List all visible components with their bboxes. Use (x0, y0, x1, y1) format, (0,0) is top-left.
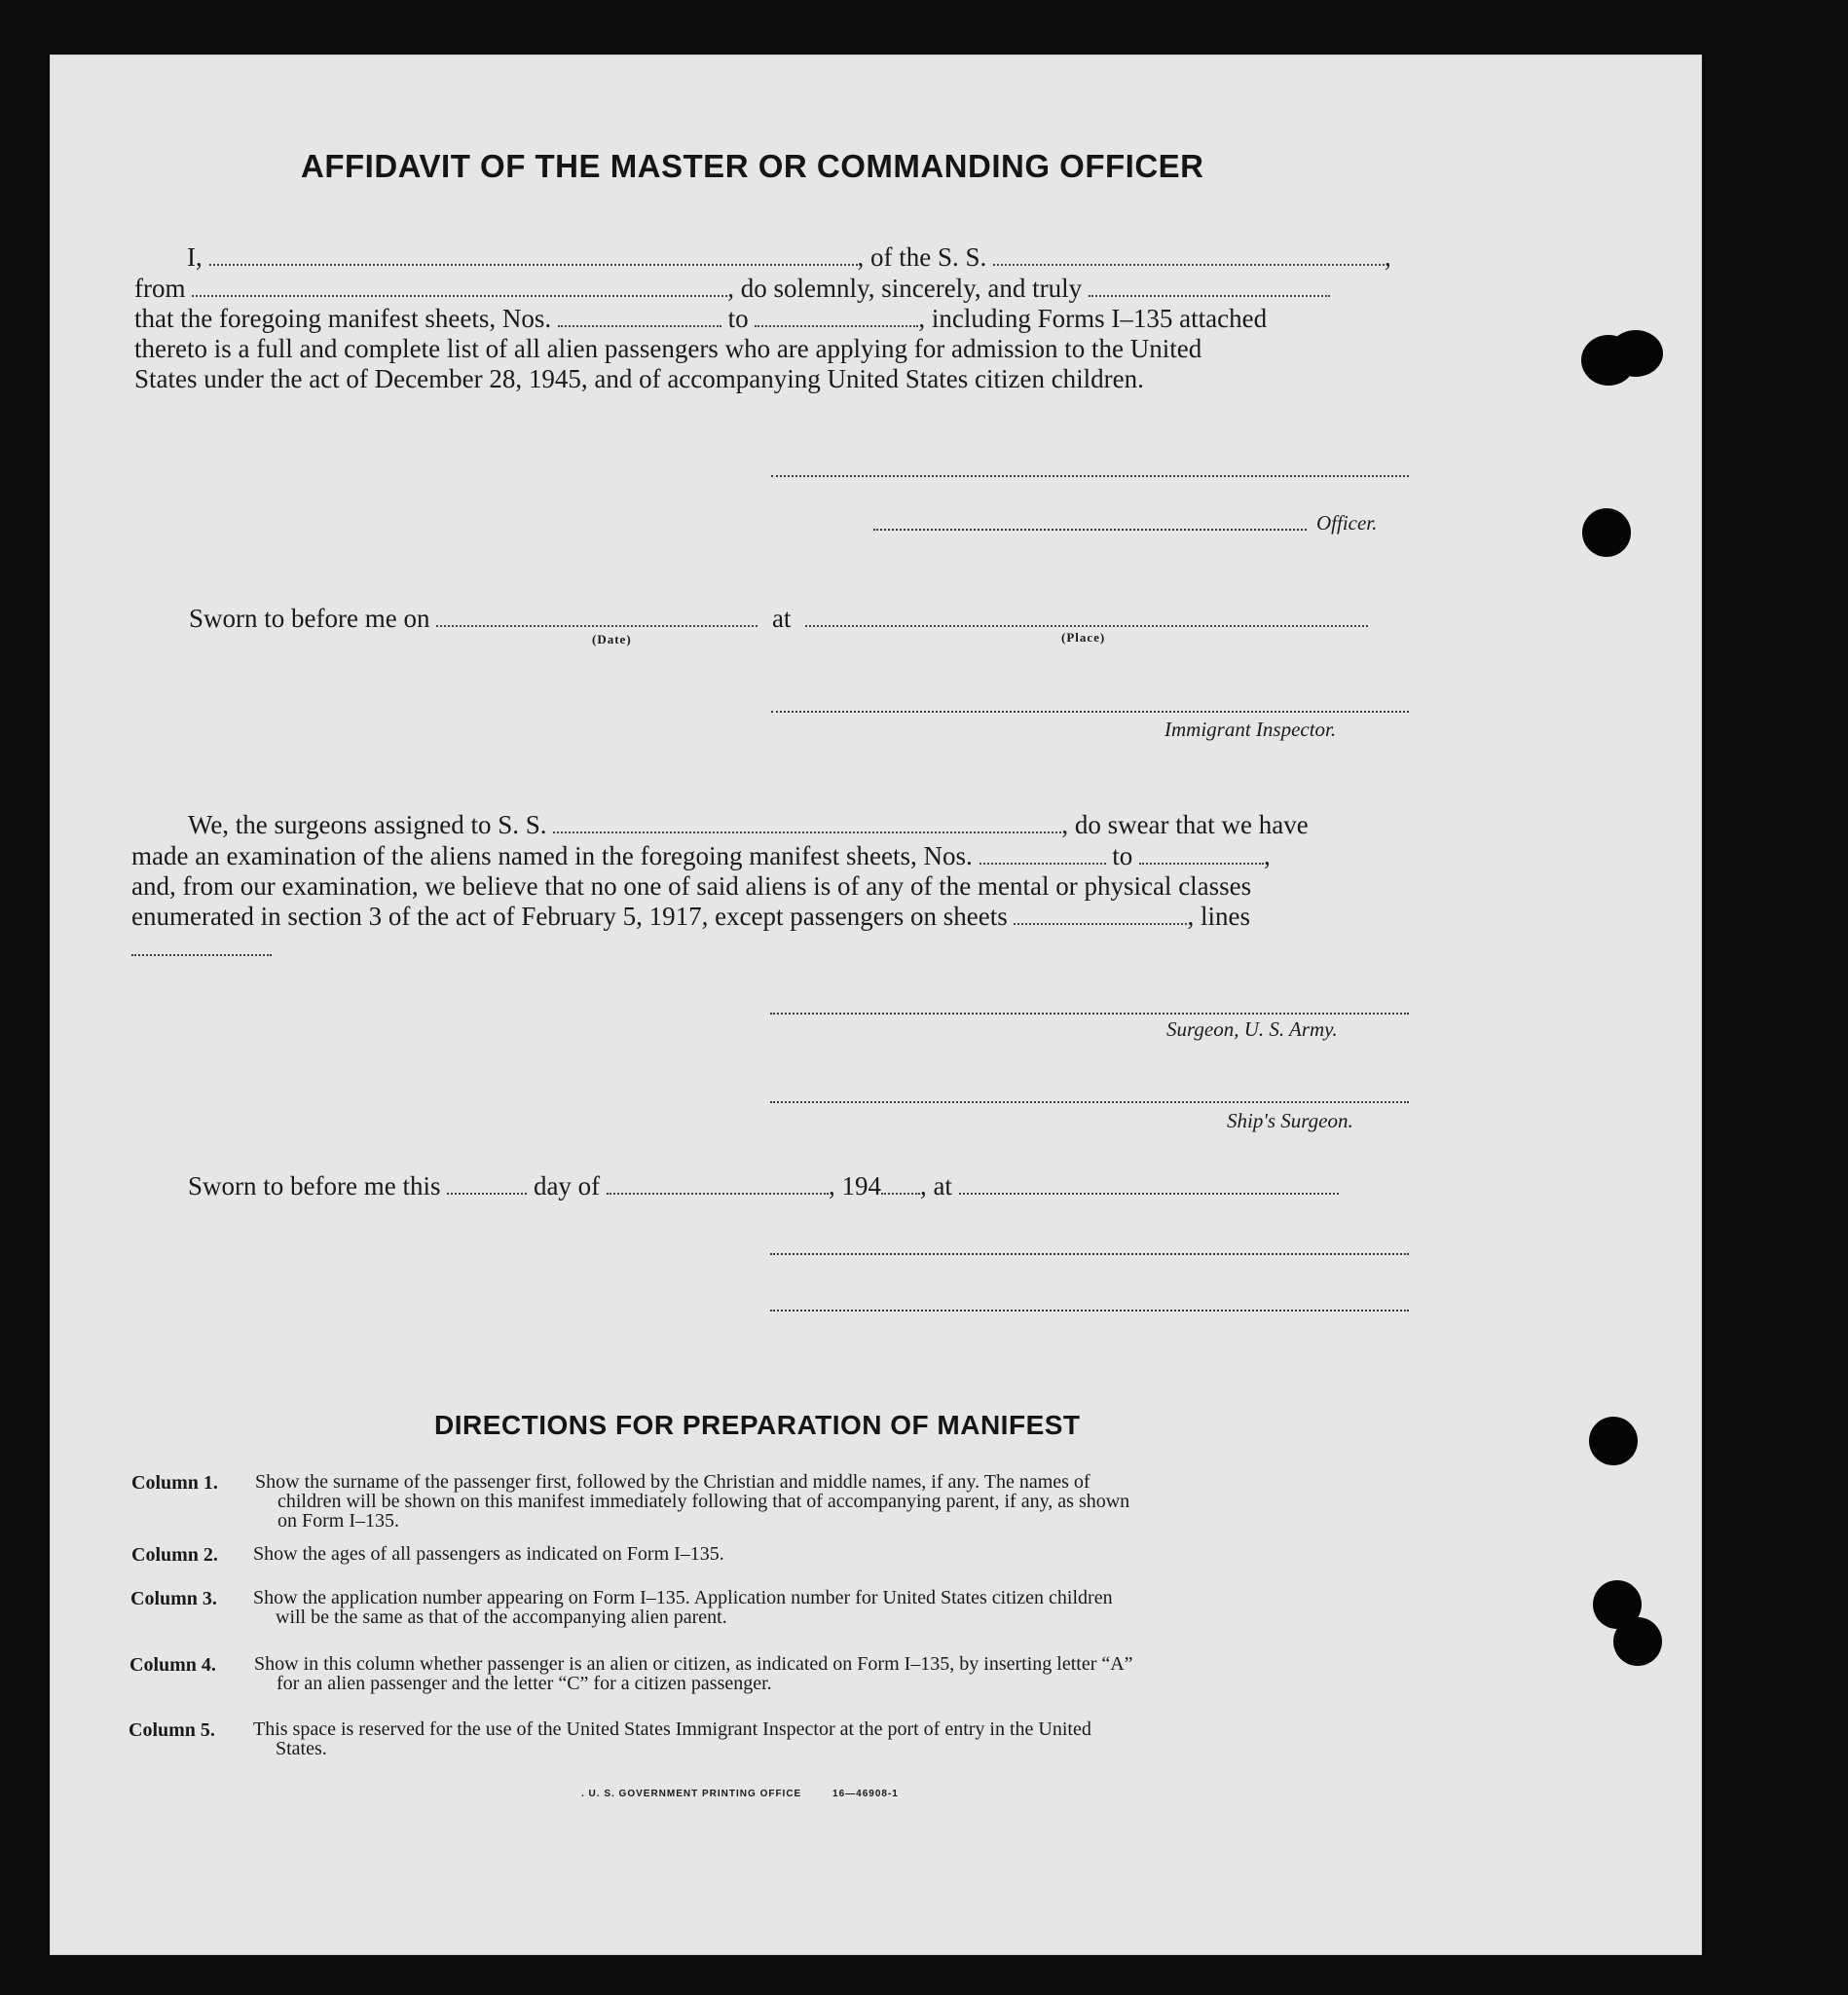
surgeons-sheet-to-field[interactable] (1139, 863, 1264, 865)
sworn2-text-d: , at (919, 1171, 952, 1201)
ship-surgeon-signature-line[interactable] (770, 1101, 1409, 1103)
sworn-place-field[interactable] (805, 625, 1368, 627)
sworn2-text-b: day of (533, 1171, 601, 1201)
affidavit-line3-c: , including Forms I–135 attached (918, 304, 1268, 333)
affidavit-line-2 (134, 274, 1330, 304)
affidavit-line2-a: from (134, 274, 186, 303)
punch-hole (1589, 1417, 1638, 1465)
direction-text: Show the application number appearing on Form I–135. Application number for United States citizen children will be the same as that of the accompanying alien parent. (253, 1587, 1113, 1628)
sworn-month-field[interactable] (607, 1193, 829, 1195)
master-name-field[interactable] (209, 264, 858, 266)
direction-text: Show the surname of the passenger first, followed by the Christian and middle names, if any. The names of children will be shown on this manifest immediately following that of accompanying parent, if any, as shown on Form I–135. (255, 1471, 1130, 1532)
direction-column-label: Column 2. (131, 1544, 218, 1566)
date-caption: (Date) (592, 632, 632, 647)
direction-item (128, 1544, 1423, 1588)
surgeons-line-3: and, from our examination, we believe that no one of said aliens is of any of the mental or physical classes (131, 871, 1252, 901)
affidavit-line-5: States under the act of December 28, 1945, and of accompanying United States citizen children. (134, 364, 1144, 393)
army-surgeon-label: Surgeon, U. S. Army. (1166, 1017, 1338, 1041)
form-code: 16—46908-1 (832, 1789, 899, 1799)
officer-signature-line[interactable] (771, 475, 1409, 477)
sworn2-text-a: Sworn to before me this (188, 1171, 441, 1201)
direction-column-label: Column 4. (129, 1654, 216, 1676)
surgeons-ship-field[interactable] (553, 831, 1061, 833)
officer-label: Officer. (1316, 511, 1378, 535)
ship-name-field[interactable] (993, 264, 1385, 266)
army-surgeon-signature-line[interactable] (770, 1013, 1409, 1015)
excepted-lines-field[interactable] (131, 954, 272, 956)
from-port-field[interactable] (192, 295, 727, 297)
direction-item (128, 1588, 1423, 1654)
excepted-sheets-field[interactable] (1014, 923, 1187, 925)
surgeons-sheet-from-field[interactable] (979, 863, 1106, 865)
affidavit-line1-a: I, (187, 242, 203, 272)
sworn1-text-b: at (771, 604, 792, 633)
inspector-signature-line[interactable] (771, 711, 1409, 713)
direction-column-label: Column 1. (131, 1472, 218, 1494)
punch-hole (1608, 330, 1663, 377)
direction-column-label: Column 3. (130, 1588, 217, 1609)
affidavit-line-1 (187, 242, 1391, 273)
surgeons-line-2 (131, 841, 1271, 871)
directions-list (128, 1472, 1423, 1768)
inspector-label: Immigrant Inspector. (1164, 718, 1337, 741)
surgeons-line-1 (188, 810, 1309, 840)
affidavit-line1-b: , of the S. S. (857, 242, 987, 272)
sworn-line-1 (189, 604, 1368, 634)
affidavit-line3-b: to (727, 304, 749, 333)
sworn1-text-a: Sworn to before me on (189, 604, 430, 633)
surgeons-line2-c: , (1264, 841, 1271, 870)
printer-imprint (581, 1789, 899, 1799)
direction-item (128, 1654, 1423, 1719)
affidavit-line1-c: , (1385, 242, 1391, 272)
affidavit-line2-b: , do solemnly, sincerely, and truly (727, 274, 1083, 303)
affidavit-title: AFFIDAVIT OF THE MASTER OR COMMANDING OFFICER (301, 148, 1204, 184)
sworn-year-field[interactable] (881, 1193, 920, 1195)
sworn2-text-c: , 194 (828, 1171, 881, 1201)
surgeons-line1-b: , do swear that we have (1061, 810, 1309, 839)
affidavit-line-3 (134, 304, 1267, 334)
directions-title: DIRECTIONS FOR PREPARATION OF MANIFEST (434, 1410, 1081, 1440)
sworn2-place-field[interactable] (959, 1193, 1339, 1195)
direction-item (128, 1719, 1423, 1768)
surgeons-line2-a: made an examination of the aliens named in the foregoing manifest sheets, Nos. (131, 841, 973, 870)
sworn2-signature-line-2[interactable] (770, 1310, 1409, 1312)
punch-hole (1582, 508, 1631, 557)
direction-item (128, 1472, 1423, 1544)
surgeons-line1-a: We, the surgeons assigned to S. S. (188, 810, 547, 839)
surgeons-line-4 (131, 902, 1250, 932)
affidavit-line-4: thereto is a full and complete list of all alien passengers who are applying for admission to the United (134, 334, 1202, 363)
direction-text: Show in this column whether passenger is an alien or citizen, as indicated on Form I–135, by inserting letter “A” for an alien passenger and the letter “C” for a citizen passenger. (254, 1653, 1133, 1694)
affidavit-line3-a: that the foregoing manifest sheets, Nos. (134, 304, 552, 333)
surgeons-line4-b: , lines (1187, 902, 1250, 931)
sworn-day-field[interactable] (447, 1193, 527, 1195)
sheet-from-field[interactable] (558, 325, 721, 327)
sworn2-signature-line-1[interactable] (770, 1253, 1409, 1255)
ship-surgeon-label: Ship's Surgeon. (1227, 1109, 1353, 1132)
printer-name: . U. S. GOVERNMENT PRINTING OFFICE (581, 1789, 802, 1799)
sheet-to-field[interactable] (755, 325, 918, 327)
officer-title-line[interactable] (873, 529, 1307, 531)
direction-text: Show the ages of all passengers as indicated on Form I–135. (253, 1543, 724, 1565)
surgeons-line2-b: to (1112, 841, 1133, 870)
sworn-date-field[interactable] (436, 625, 758, 627)
oath-field[interactable] (1089, 295, 1330, 297)
surgeons-line4-a: enumerated in section 3 of the act of February 5, 1917, except passengers on sheets (131, 902, 1008, 931)
punch-hole (1613, 1617, 1662, 1666)
sworn-line-2 (188, 1171, 1339, 1201)
place-caption: (Place) (1061, 630, 1106, 645)
direction-column-label: Column 5. (129, 1719, 215, 1741)
direction-text: This space is reserved for the use of the United States Immigrant Inspector at the port of entry in the United States. (253, 1718, 1091, 1759)
